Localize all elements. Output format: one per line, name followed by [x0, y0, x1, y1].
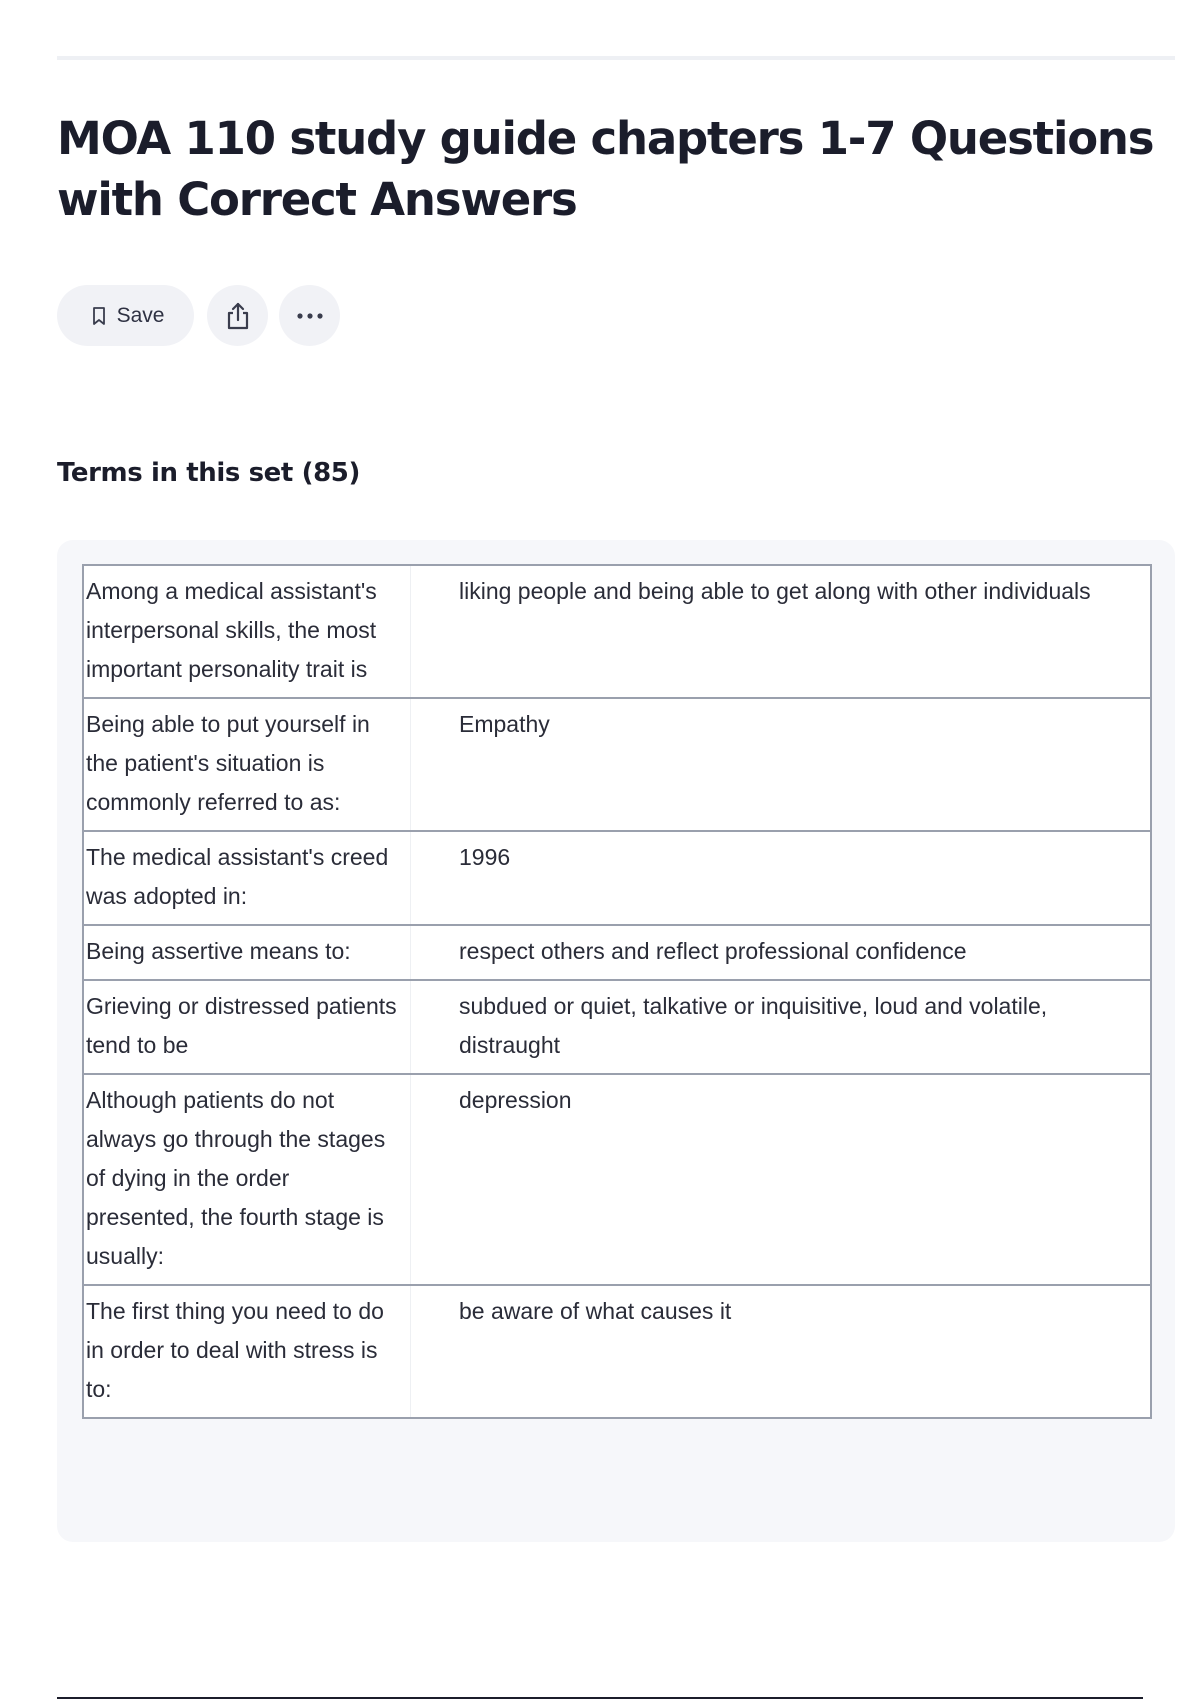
- save-label: Save: [116, 303, 165, 327]
- term-cell: Although patients do not always go through the stages of dying in the order presented, the fourth stage is usually:: [83, 1074, 411, 1285]
- more-horizontal-icon: [295, 312, 325, 320]
- table-row: [83, 980, 1151, 1074]
- table-row: [83, 698, 1151, 831]
- term-cell: The first thing you need to do in order to deal with stress is to:: [83, 1285, 411, 1418]
- table-row: [83, 565, 1151, 698]
- definition-cell: liking people and being able to get along with other individuals: [459, 578, 1091, 604]
- top-divider: [57, 56, 1175, 60]
- table-row: [83, 1074, 1151, 1285]
- more-options-button[interactable]: [279, 285, 340, 346]
- table-row: [83, 1285, 1151, 1418]
- page-title: MOA 110 study guide chapters 1-7 Questions with Correct Answers: [57, 112, 1154, 226]
- terms-heading: Terms in this set (85): [57, 458, 360, 488]
- definition-cell: 1996: [459, 844, 511, 870]
- table-row: [83, 925, 1151, 980]
- definition-cell: Empathy: [459, 711, 550, 737]
- term-cell: Being assertive means to:: [83, 925, 411, 980]
- definition-cell: subdued or quiet, talkative or inquisitive, loud and volatile, distraught: [459, 993, 1048, 1058]
- term-cell: Being able to put yourself in the patient's situation is commonly referred to as:: [83, 698, 411, 831]
- share-icon: [224, 301, 252, 331]
- definition-cell: depression: [459, 1087, 572, 1113]
- term-cell: The medical assistant's creed was adopted in:: [83, 831, 411, 925]
- term-cell: Among a medical assistant's interpersonal skills, the most important personality trait is: [83, 565, 411, 698]
- definition-cell: respect others and reflect professional confidence: [459, 938, 967, 964]
- save-button[interactable]: [57, 285, 194, 346]
- terms-table: [82, 564, 1152, 1419]
- term-cell: Grieving or distressed patients tend to be: [83, 980, 411, 1074]
- share-button[interactable]: [207, 285, 268, 346]
- bookmark-icon: [91, 306, 107, 326]
- bottom-divider: [57, 1697, 1143, 1699]
- table-row: [83, 831, 1151, 925]
- definition-cell: be aware of what causes it: [459, 1298, 732, 1324]
